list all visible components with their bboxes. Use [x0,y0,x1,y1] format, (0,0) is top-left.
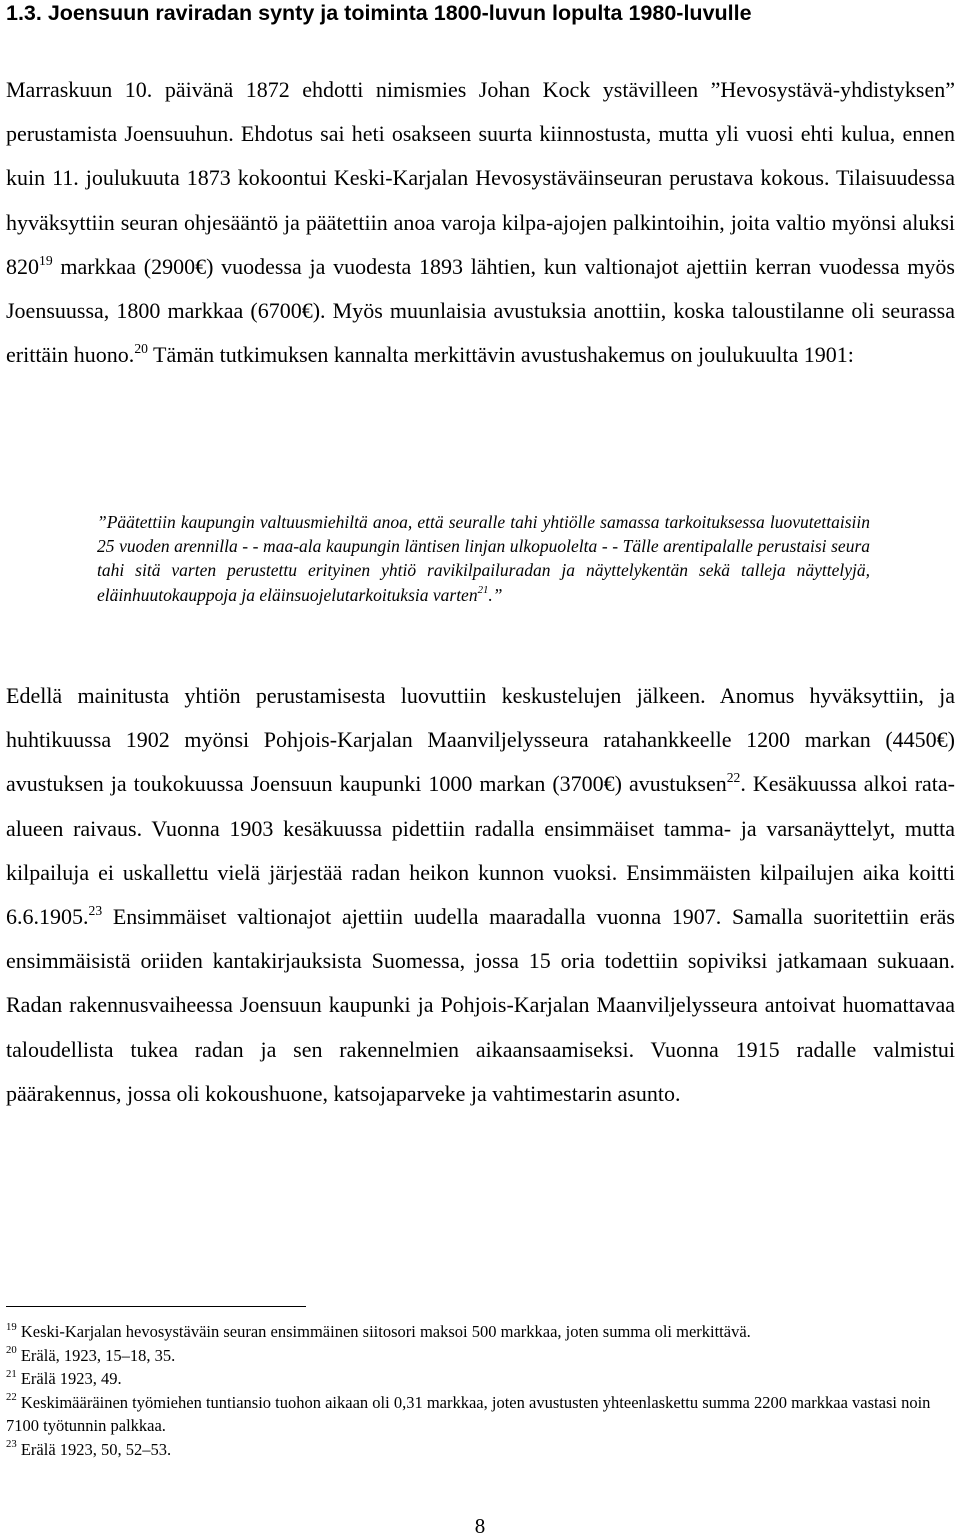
paragraph-text: Tämän tutkimuksen kannalta merkittävin avustushakemus on joulukuulta 1901: [147,342,854,368]
footnote-ref-19[interactable]: 19 [39,252,53,268]
footnote-ref-21[interactable]: 21 [477,584,489,597]
page-number: 8 [474,1514,486,1538]
footnote-text: Erälä, 1923, 15–18, 35. [16,1345,176,1365]
section-heading: 1.3. Joensuun raviradan synty ja toiminta 1800-luvun lopulta 1980-luvulle [6,1,752,25]
paragraph-text: Ensimmäiset valtionajot ajettiin uudella maaradalla vuonna 1907. Samalla suoritettiin eräs ensimmäisistä oriiden kantakirjauksista Suomessa, jossa 15 oria todettiin sopiviksi jatkamaan sukuaan. Radan rakennusvaiheessa Joensuun kaupunki ja Pohjois-Karjalan Maanviljelysseura antoivat huomattavaa taloudellista tukea radan ja sen rakennelmien aikaansaamiseksi. Vuonna 1915 radalle valmistui päärakennus, jossa oli kokoushuone, katsojaparveke ja vahtimestarin asunto. [6,904,955,1106]
footnote-number: 19 [6,1320,17,1333]
quote-text: ”Päätettiin kaupungin valtuusmiehiltä anoa, että seuralle tahi yhtiölle samassa tarkoituksessa luovutettaisiin 25 vuoden arennilla - - maa-ala kaupungin läntisen linjan ulkopuolelta - - Tälle arentipalalle perustaisi seura tahi sitä varten perustettu erityinen yhtiö ravikilpailuradan ja näyttelykentän sekä talleja näyttelyjä, eläinhuutokauppoja ja eläinsuojelutarkoituksia varten [97,512,870,605]
paragraph-text: Marraskuun 10. päivänä 1872 ehdotti nimismies Johan Kock ystävilleen ”Hevosystävä-yhdistyksen” perustamista Joensuuhun. Ehdotus sai heti osakseen suurta kiinnostusta, mutta yli vuosi ehti kulua, ennen kuin 11. joulukuuta 1873 kokoontui Keski-Karjalan Hevosystäväinseuran perustava kokous. Tilaisuudessa hyväksyttiin seuran ohjesääntö ja päätettiin anoa varoja kilpa-ajojen palkintoihin, joita valtio myönsi aluksi 820 [6,77,955,279]
footnote-separator [6,1306,306,1307]
footnote-text: Erälä 1923, 50, 52–53. [16,1439,172,1459]
paragraph-text: . Kesäkuussa alkoi rata-alueen raivaus. Vuonna 1903 kesäkuussa pidettiin radalla ensimmäiset tamma- ja varsanäyttelyt, mutta kilpailuja ei uskallettu vielä järjestää radan heikon kunnon vuoksi. Ensimmäisten kilpailujen aika koitti 6.6.1905. [6,771,955,930]
footnote-20 [6,1344,955,1368]
footnote-text: Keski-Karjalan hevosystäväin seuran ensimmäinen siitosori maksoi 500 markkaa, joten summa oli merkittävä. [16,1322,751,1341]
footnote-number: 20 [6,1344,17,1357]
footnote-text: Keskimääräinen työmiehen tuntiansio tuohon aikaan oli 0,31 markkaa, joten avustusten yhteenlaskettu summa 2200 markkaa vastasi noin 7100 työtunnin palkkaa. [6,1392,931,1435]
footnote-number: 23 [6,1438,17,1451]
footnote-23 [6,1438,955,1462]
footnote-number: 22 [6,1391,17,1404]
footnote-22 [6,1391,955,1438]
footnote-19 [6,1320,955,1344]
paragraph-text: markkaa (2900€) vuodessa ja vuodesta 1893 lähtien, kun valtionajot ajettiin kerran vuodessa myös Joensuussa, 1800 markkaa (6700€). Myös muunlaisia avustuksia anottiin, koska taloustilanne oli seurassa erittäin huono. [6,253,955,368]
paragraph-text: Edellä mainitusta yhtiön perustamisesta luovuttiin keskustelujen jälkeen. Anomus hyväksyttiin, ja huhtikuussa 1902 myönsi Pohjois-Karjalan Maanviljelysseura ratahankkeelle 1200 markan (4450€) avustuksen ja toukokuussa Joensuun kaupunki 1000 markan (3700€) avustuksen [6,683,955,797]
body-paragraph-1 [6,68,955,377]
footnote-21 [6,1367,955,1391]
footnote-ref-23[interactable]: 23 [88,903,103,919]
footnote-text: Erälä 1923, 49. [16,1369,122,1388]
block-quote [97,510,870,607]
footnote-ref-22[interactable]: 22 [726,770,741,786]
quote-text: .” [488,584,503,605]
footnote-number: 21 [6,1367,17,1380]
body-paragraph-2 [6,674,955,1116]
footnote-list [6,1320,955,1461]
footnote-ref-20[interactable]: 20 [134,341,148,357]
